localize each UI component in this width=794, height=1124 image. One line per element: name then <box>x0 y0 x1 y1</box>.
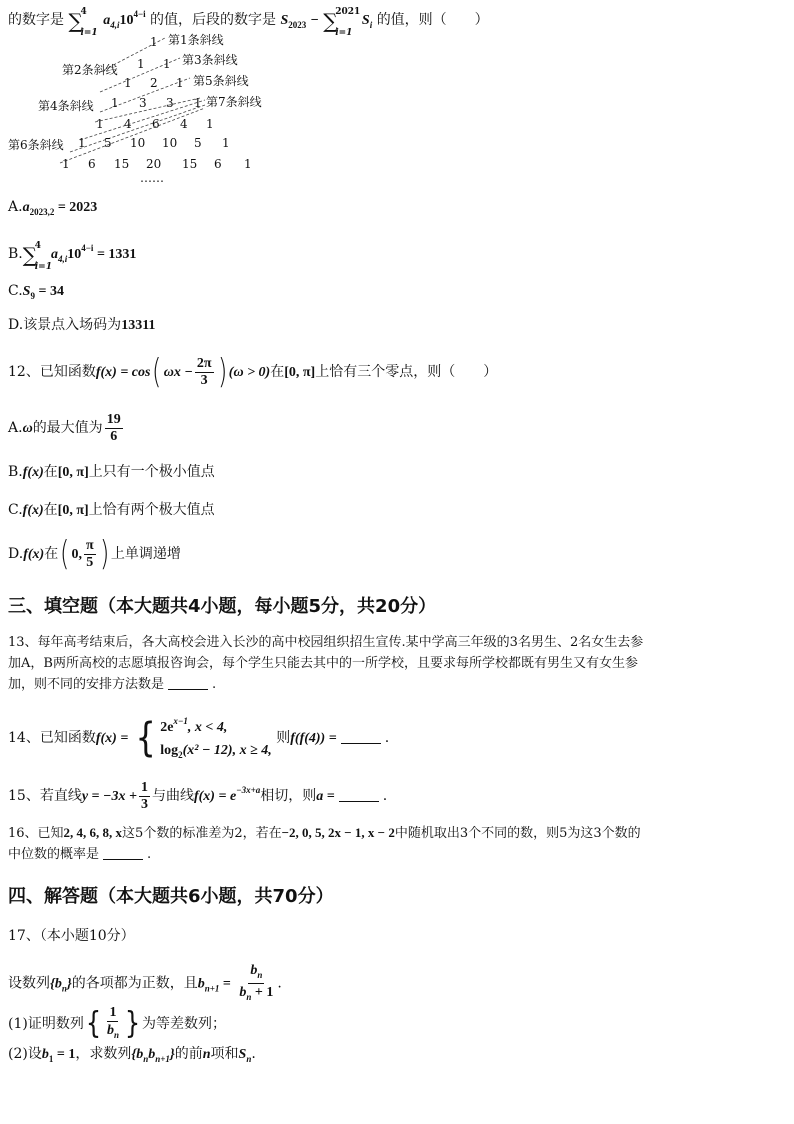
answer-blank[interactable] <box>168 677 208 690</box>
q15: 15、若直线y = −3x + $\frac{1}{3}$ 与曲线$f(x) = e^{-3x+a}$相切，则a = . <box>8 779 388 812</box>
q12-option-b: B.f(x)在[0, π]上只有一个极小值点 <box>8 464 215 480</box>
pyramid-cell: 3 <box>166 96 174 110</box>
q12-option-c: C.f(x)在[0, π]上恰有两个极大值点 <box>8 502 215 518</box>
sum-1: ∑ 4 i=1 <box>68 7 98 38</box>
sum1-term: a <box>103 13 111 28</box>
q12-stem: 12、已知函数f(x) = cos( ωx − $\frac{2\pi}{3}$ ) (ω > 0)在[0, π]上恰有三个零点，则（ ） <box>8 352 498 392</box>
pyramid-cell: 1 <box>222 136 230 150</box>
pyramid-label-2: 第2条斜线 <box>62 63 118 77</box>
pyramid-cell: 1 <box>150 35 158 49</box>
pyramid-cell: 1 <box>206 117 214 131</box>
q17-part1: (1)证明数列{ $\frac{1}{b_n}$ } 为等差数列； <box>8 1005 227 1041</box>
pyramid-cell: 10 <box>162 136 178 150</box>
pyramid-label-5: 第5条斜线 <box>193 74 249 88</box>
pyramid-cell: 1 <box>163 57 171 71</box>
section-title-fill-blank: 三、填空题（本大题共4小题，每小题5分，共20分） <box>8 596 437 617</box>
q16: 16、已知2, 4, 6, 8, x这5个数的标准差为2，若在−2, 0, 5, 2x − 1, x − 2中随机取出3个不同的数，则5为这3个数的 中位数的概率是 . <box>8 825 641 862</box>
q13: 13、每年高考结束后，各大高校会进入长沙的高中校园组织招生宣传.某中学高三年级的3名男生、2名女生去参 加A，B两所高校的志愿填报咨询会，每个学生只能去其中的一所学校，且要求每所学校都既有男生又有女生参 加，则不同的安排方法数是 . <box>8 635 644 692</box>
pyramid-cell: 1 <box>96 117 104 131</box>
sum-2: ∑ 2021 i=1 <box>323 7 361 38</box>
top-minus: − <box>310 13 319 28</box>
sum2-sub: i <box>369 20 373 30</box>
top-suffix: 的值，则（ ） <box>376 12 489 28</box>
pyramid-cell: 4 <box>180 117 188 131</box>
sum1-base: 10 <box>119 13 134 28</box>
top-S-sub: 2023 <box>288 20 307 30</box>
top-S: S <box>280 13 289 28</box>
pyramid-cell: 5 <box>194 136 202 150</box>
pyramid-cell: 1 <box>137 57 145 71</box>
top-prefix: 的数字是 <box>8 12 64 28</box>
q17-intro: 设数列$\{b_n\}$的各项都为正数，且$b_{n+1}$ = $\frac{b_n}{b_n + 1}$ . <box>8 963 282 1002</box>
pyramid-label-1: 第1条斜线 <box>168 33 224 47</box>
pyramid-cell: 1 <box>244 157 252 171</box>
pyramid-cell: 6 <box>214 157 222 171</box>
pyramid-cell: 5 <box>104 136 112 150</box>
q17-title: 17、（本小题10分） <box>8 928 135 944</box>
pyramid-cell: 15 <box>114 157 130 171</box>
answer-blank[interactable] <box>339 789 379 802</box>
pyramid-cell: 1 <box>194 96 202 110</box>
sum-b: ∑ 4 i=1 <box>22 241 52 272</box>
top-middle: 的值，后段的数字是 <box>150 12 277 28</box>
pyramid-cell: 1 <box>111 96 119 110</box>
sum1-exp: 4−i <box>133 9 146 19</box>
pyramid-label-6: 第6条斜线 <box>8 138 64 152</box>
pyramid-label-3: 第3条斜线 <box>182 53 238 67</box>
q11-option-c: $C.S_9 = 34$ <box>8 283 64 301</box>
answer-blank[interactable] <box>341 731 381 744</box>
pyramid-cell: 4 <box>124 117 132 131</box>
pyramid-label-4: 第4条斜线 <box>38 99 94 113</box>
q12-option-d: D.f(x)在( 0, $\frac{\pi}{5}$ ) 上单调递增 <box>8 534 181 574</box>
q14: 14、已知函数f(x) = { $2e^{x-1}$, x < 4, $\log_2(x^2 - 12)$, x ≥ 4, 则f(f(4)) = . <box>8 715 390 761</box>
section-title-solutions: 四、解答题（本大题共6小题，共70分） <box>8 886 334 907</box>
answer-blank[interactable] <box>103 847 143 860</box>
pyramid-cell: 1 <box>176 76 184 90</box>
pyramid-cell: 3 <box>139 96 147 110</box>
q11-option-a: $A.a_{2023,2} = 2023$ <box>8 199 98 217</box>
pyramid-cell: 1 <box>78 136 86 150</box>
pyramid-cell: 10 <box>130 136 146 150</box>
q11-option-d: D.该景点入场码为13311 <box>8 317 156 333</box>
pyramid-ellipsis: …… <box>140 171 164 185</box>
pyramid-cell: 6 <box>88 157 96 171</box>
pyramid-cell: 15 <box>182 157 198 171</box>
sum2-term: S <box>361 13 370 28</box>
pyramid-cell: 2 <box>150 76 158 90</box>
pyramid-cell: 1 <box>62 157 70 171</box>
pyramid-cell: 20 <box>146 157 162 171</box>
sum1-sub: 4,i <box>110 20 120 30</box>
pyramid-cell: 1 <box>124 76 132 90</box>
q12-option-a: A.ω的最大值为 $\frac{19}{6}$ <box>8 411 121 444</box>
q17-part2: (2)设$b_1 = 1$，求数列$\{b_nb_{n+1}\}$的前n项和$S_n$. <box>8 1046 256 1064</box>
q11-option-b: B.∑ 4 i=1 $a_{4,i}10^{4-i} = 1331$ <box>8 241 137 272</box>
pyramid-cell: 6 <box>152 117 160 131</box>
pyramid-label-7: 第7条斜线 <box>206 95 262 109</box>
